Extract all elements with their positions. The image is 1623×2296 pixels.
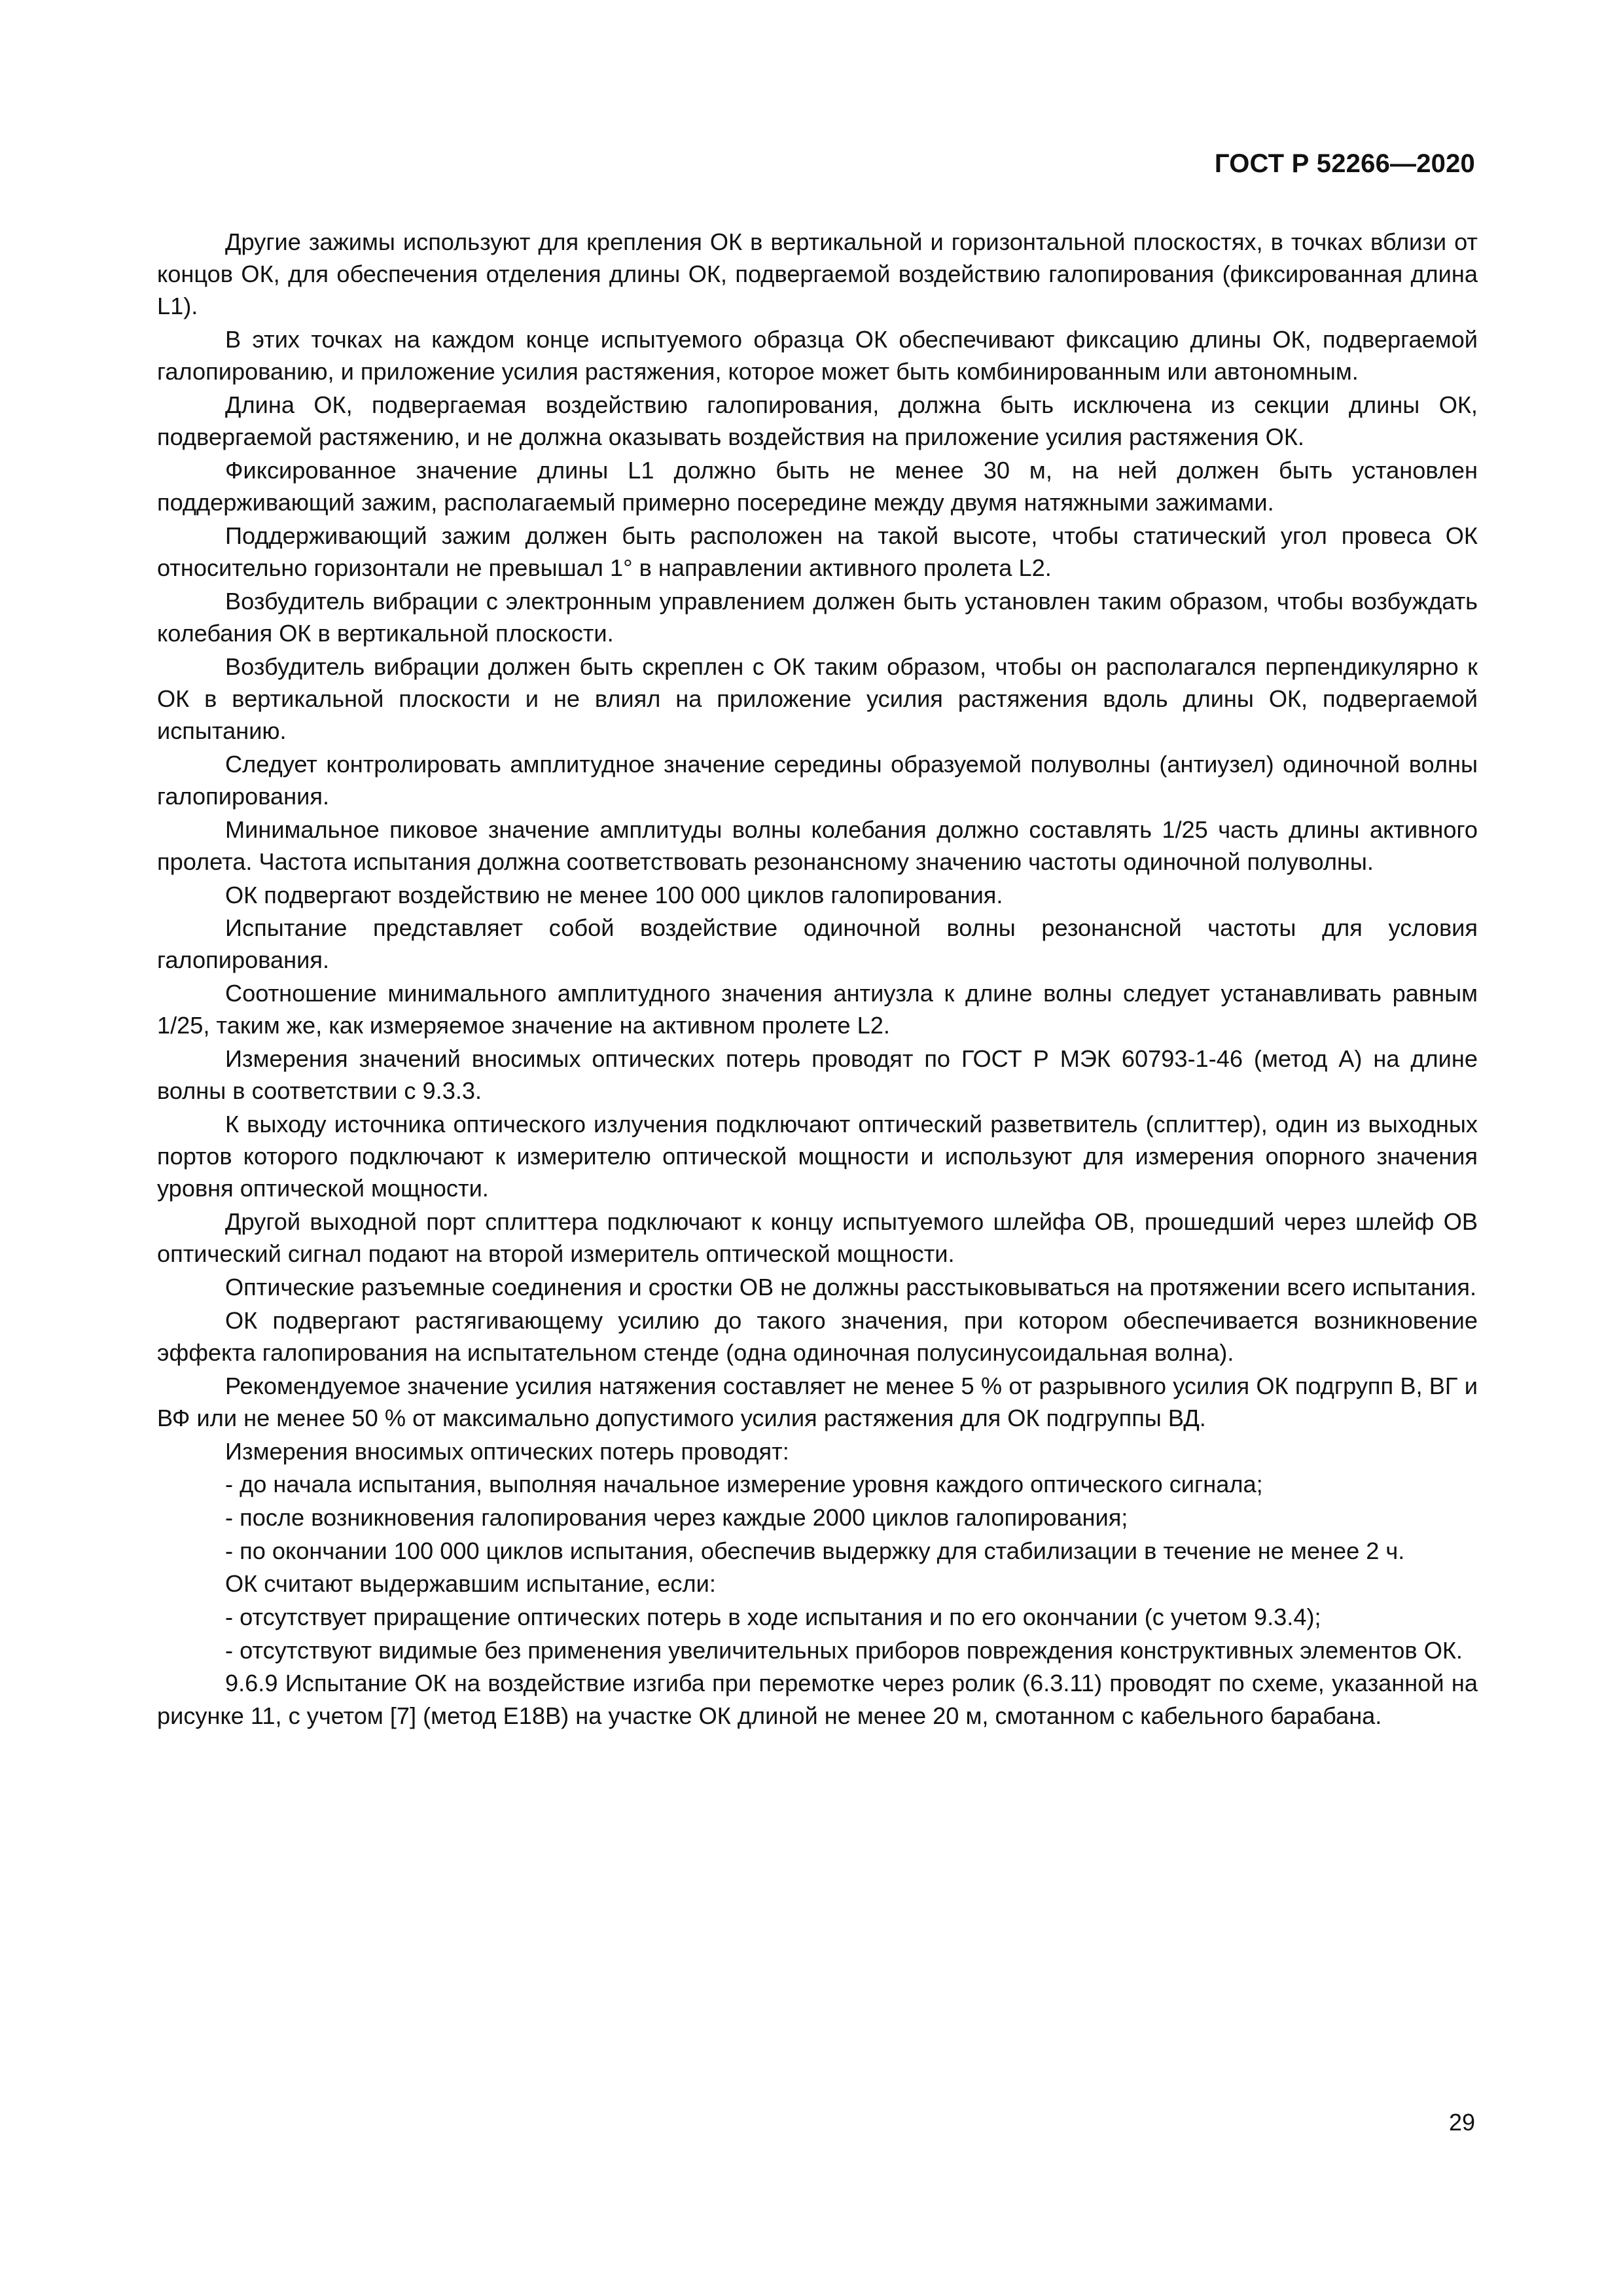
list-item: - отсутствует приращение оптических потерь в ходе испытания и по его окончании (с учетом 9.3.4); <box>225 1604 1321 1631</box>
paragraph: Поддерживающий зажим должен быть расположен на такой высоте, чтобы статический угол провеса ОК относительно горизонтали не превышал 1° в направлении активного пролета L2. <box>157 522 1478 582</box>
paragraph: 9.6.9 Испытание ОК на воздействие изгиба при перемотке через ролик (6.3.11) проводят по схеме, указанной на рисунке 11, с учетом [7] (метод Е18В) на участке ОК длиной не менее 20 м, смотанном с кабельного барабана. <box>157 1670 1478 1729</box>
paragraph: Возбудитель вибрации с электронным управлением должен быть установлен таким образом, чтобы возбуждать колебания ОК в вертикальной плоскости. <box>157 587 1478 647</box>
paragraph: В этих точках на каждом конце испытуемого образца ОК обеспечивают фиксацию длины ОК, подвергаемой галопированию, и приложение усилия растяжения, которое может быть комбинированным или автономным. <box>157 326 1478 386</box>
paragraph: Испытание представляет собой воздействие одиночной волны резонансной частоты для условия галопирования. <box>157 914 1478 974</box>
page-number: 29 <box>1448 2109 1475 2136</box>
paragraph: Длина ОК, подвергаемая воздействию галопирования, должна быть исключена из секции длины ОК, подвергаемой растяжению, и не должна оказывать воздействия на приложение усилия растяжения ОК. <box>157 391 1478 451</box>
paragraph: Возбудитель вибрации должен быть скреплен с ОК таким образом, чтобы он располагался перпендикулярно к ОК в вертикальной плоскости и не влиял на приложение усилия растяжения вдоль длины ОК, подвергаемой испытанию. <box>157 653 1478 745</box>
paragraph: ОК подвергают растягивающему усилию до такого значения, при котором обеспечивается возникновение эффекта галопирования на испытательном стенде (одна одиночная полусинусоидальная волна). <box>157 1306 1478 1366</box>
document-body <box>157 226 1478 1732</box>
list-item: - после возникновения галопирования через каждые 2000 циклов галопирования; <box>225 1503 1128 1531</box>
paragraph: ОК подвергают воздействию не менее 100 000 циклов галопирования. <box>225 881 1003 908</box>
paragraph: Рекомендуемое значение усилия натяжения составляет не менее 5 % от разрывного усилия ОК подгрупп В, ВГ и ВФ или не менее 50 % от максимально допустимого усилия растяжения для ОК подгруппы ВД. <box>157 1372 1478 1431</box>
paragraph: Следует контролировать амплитудное значение середины образуемой полуволны (антиузел) одиночной волны галопирования. <box>157 750 1478 810</box>
paragraph: Минимальное пиковое значение амплитуды волны колебания должно составлять 1/25 часть длины активного пролета. Частота испытания должна соответствовать резонансному значению частоты одиночной полуволны. <box>157 816 1478 875</box>
paragraph: Оптические разъемные соединения и сростки ОВ не должны расстыковываться на протяжении всего испытания. <box>225 1274 1477 1300</box>
paragraph: Другой выходной порт сплиттера подключают к концу испытуемого шлейфа ОВ, прошедший через шлейф ОВ оптический сигнал подают на второй измеритель оптической мощности. <box>157 1208 1478 1268</box>
paragraph: Соотношение минимального амплитудного значения антиузла к длине волны следует устанавливать равным 1/25, таким же, как измеряемое значение на активном пролете L2. <box>157 980 1478 1039</box>
paragraph: Фиксированное значение длины L1 должно быть не менее 30 м, на ней должен быть установлен поддерживающий зажим, располагаемый примерно посередине между двумя натяжными зажимами. <box>157 456 1478 516</box>
paragraph: К выходу источника оптического излучения подключают оптический разветвитель (сплиттер), один из выходных портов которого подключают к измерителю оптической мощности и используют для измерения опорного значения уровня оптической мощности. <box>157 1110 1478 1202</box>
paragraph: Измерения вносимых оптических потерь проводят: <box>225 1437 789 1465</box>
paragraph: Измерения значений вносимых оптических потерь проводят по ГОСТ Р МЭК 60793-1-46 (метод А) на длине волны в соответствии с 9.3.3. <box>157 1045 1478 1105</box>
paragraph: ОК считают выдержавшим испытание, если: <box>225 1570 716 1598</box>
paragraph: Другие зажимы используют для крепления ОК в вертикальной и горизонтальной плоскостях, в точках вблизи от концов ОК, для обеспечения отделения длины ОК, подвергаемой воздействию галопирования (фиксированная длина L1). <box>157 228 1478 320</box>
list-item: - отсутствуют видимые без применения увеличительных приборов повреждения конструктивных элементов ОК. <box>225 1636 1463 1664</box>
list-item: - до начала испытания, выполняя начальное измерение уровня каждого оптического сигнала; <box>225 1471 1263 1498</box>
document-code-header: ГОСТ Р 52266—2020 <box>1214 149 1475 178</box>
list-item: - по окончании 100 000 циклов испытания, обеспечив выдержку для стабилизации в течение не менее 2 ч. <box>225 1537 1405 1564</box>
